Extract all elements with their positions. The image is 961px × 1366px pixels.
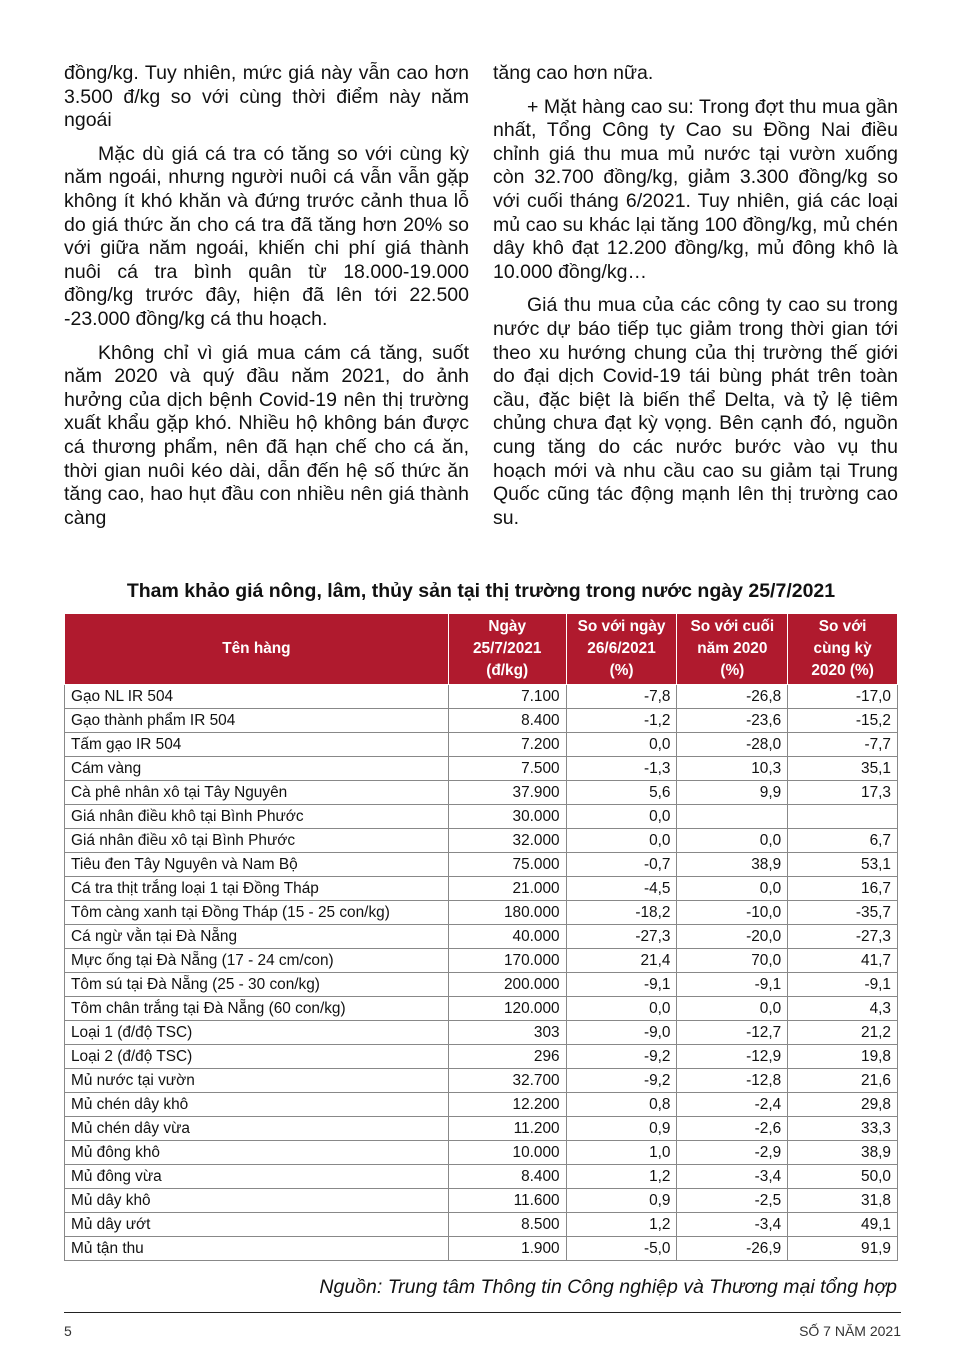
cell-value: 0,0: [566, 733, 677, 757]
cell-value: -7,8: [566, 685, 677, 709]
cell-value: 0,9: [566, 1189, 677, 1213]
cell-value: 21,4: [566, 949, 677, 973]
cell-value: -23,6: [677, 709, 788, 733]
cell-value: 0,9: [566, 1117, 677, 1141]
cell-value: -1,3: [566, 757, 677, 781]
header-line: (đ/kg): [486, 662, 529, 679]
table-row: [65, 973, 898, 997]
header-line: So với: [818, 618, 867, 635]
cell-product-name: Mủ dây ướt: [65, 1213, 449, 1237]
cell-value: 0,8: [566, 1093, 677, 1117]
cell-product-name: Cá ngừ vằn tại Đà Nẵng: [65, 925, 449, 949]
cell-value: 35,1: [788, 757, 898, 781]
table-row: [65, 829, 898, 853]
header-line: So với ngày: [577, 618, 666, 635]
cell-value: 70,0: [677, 949, 788, 973]
table-row: [65, 997, 898, 1021]
cell-value: -3,4: [677, 1165, 788, 1189]
cell-value: -9,1: [788, 973, 898, 997]
table-row: [65, 1093, 898, 1117]
cell-value: 170.000: [448, 949, 566, 973]
cell-value: -12,9: [677, 1045, 788, 1069]
price-table: [64, 613, 898, 1261]
cell-product-name: Cám vàng: [65, 757, 449, 781]
cell-value: 30.000: [448, 805, 566, 829]
table-row: [65, 733, 898, 757]
cell-value: -1,2: [566, 709, 677, 733]
header-line: Tên hàng: [222, 640, 291, 657]
table-source: Nguồn: Trung tâm Thông tin Công nghiệp và Thương mại tổng hợp: [319, 1276, 897, 1298]
cell-value: 37.900: [448, 781, 566, 805]
cell-value: 29,8: [788, 1093, 898, 1117]
table-body: [65, 685, 898, 1261]
header-line: cùng kỳ: [813, 640, 872, 657]
cell-value: 21,2: [788, 1021, 898, 1045]
cell-product-name: Gạo thành phẩm IR 504: [65, 709, 449, 733]
cell-value: -10,0: [677, 901, 788, 925]
cell-value: 17,3: [788, 781, 898, 805]
cell-value: -2,4: [677, 1093, 788, 1117]
cell-product-name: Mủ nước tại vườn: [65, 1069, 449, 1093]
cell-value: -27,3: [566, 925, 677, 949]
cell-value: 1,2: [566, 1165, 677, 1189]
table-row: [65, 805, 898, 829]
cell-product-name: Giá nhân điều khô tại Bình Phước: [65, 805, 449, 829]
paragraph: Không chỉ vì giá mua cám cá tăng, suốt năm 2020 và quý đầu năm 2021, do ảnh hưởng của dịch bệnh Covid-19 nên thị trường xuất khẩu gặp khó. Nhiều hộ không bán được cá thương phẩm, nên đã hạn chế cho cá ăn, thời gian nuôi kéo dài, dẫn đến hệ số thức ăn tăng cao, hao hụt đầu con nhiều nên giá thành càng: [64, 341, 469, 529]
cell-product-name: Mủ chén dây vừa: [65, 1117, 449, 1141]
table-row: [65, 925, 898, 949]
cell-value: 1,2: [566, 1213, 677, 1237]
cell-value: 120.000: [448, 997, 566, 1021]
cell-value: -9,1: [566, 973, 677, 997]
table-row: [65, 1069, 898, 1093]
cell-value: 303: [448, 1021, 566, 1045]
column-header-vs-year-end: [677, 614, 788, 685]
cell-value: -26,8: [677, 685, 788, 709]
cell-value: [677, 805, 788, 829]
column-header-vs-same-period: [788, 614, 898, 685]
table-row: [65, 853, 898, 877]
cell-value: 19,8: [788, 1045, 898, 1069]
cell-value: -3,4: [677, 1213, 788, 1237]
header-line: (%): [609, 662, 634, 679]
cell-value: 7.500: [448, 757, 566, 781]
table-row: [65, 757, 898, 781]
table-row: [65, 949, 898, 973]
cell-product-name: Mực ống tại Đà Nẵng (17 - 24 cm/con): [65, 949, 449, 973]
cell-value: 296: [448, 1045, 566, 1069]
cell-value: [788, 805, 898, 829]
cell-value: 200.000: [448, 973, 566, 997]
paragraph: tăng cao hơn nữa.: [493, 62, 654, 84]
cell-value: 32.000: [448, 829, 566, 853]
cell-value: 0,0: [677, 877, 788, 901]
table-header-row: [65, 614, 898, 685]
cell-value: -2,6: [677, 1117, 788, 1141]
cell-value: -12,7: [677, 1021, 788, 1045]
cell-value: 40.000: [448, 925, 566, 949]
table-row: [65, 901, 898, 925]
cell-value: -12,8: [677, 1069, 788, 1093]
header-line: So với cuối: [690, 618, 775, 635]
cell-product-name: Tấm gạo IR 504: [65, 733, 449, 757]
cell-value: -28,0: [677, 733, 788, 757]
cell-value: 38,9: [677, 853, 788, 877]
cell-value: 7.100: [448, 685, 566, 709]
cell-value: 8.400: [448, 709, 566, 733]
table-row: [65, 1189, 898, 1213]
cell-value: -26,9: [677, 1237, 788, 1261]
cell-value: 50,0: [788, 1165, 898, 1189]
cell-value: -27,3: [788, 925, 898, 949]
cell-value: 21.000: [448, 877, 566, 901]
cell-value: -17,0: [788, 685, 898, 709]
cell-value: -7,7: [788, 733, 898, 757]
paragraph: Mặc dù giá cá tra có tăng so với cùng kỳ năm ngoái, nhưng người nuôi cá vẫn vẫn gặp không ít khó khăn và đứng trước cảnh thua lỗ do giá thức ăn cho cá tra đã tăng hơn 20% so với giữa năm ngoái, khiến chi phí giá thành nuôi cá tra bình quân từ 18.000-19.000 đồng/kg trước đây, hiện đã lên tới 22.500 -23.000 đồng/kg cá thu hoạch.: [64, 142, 469, 330]
paragraph: Giá thu mua của các công ty cao su trong nước dự báo tiếp tục giảm trong thời gian tới theo xu hướng chung của thị trường thế giới do đại dịch Covid-19 tái bùng phát trên toàn cầu, đặc biệt là biến thể Delta, và tỷ lệ tiêm chủng chưa đạt kỳ vọng. Bên cạnh đó, nguồn cung tăng do các nước bước vào vụ thu hoạch mới và nhu cầu cao su giảm tại Trung Quốc cũng tác động mạnh lên thị trường cao su.: [493, 294, 898, 529]
header-line: 2020 (%): [811, 662, 874, 679]
cell-value: 1.900: [448, 1237, 566, 1261]
cell-value: 11.200: [448, 1117, 566, 1141]
cell-product-name: Tôm sú tại Đà Nẵng (25 - 30 con/kg): [65, 973, 449, 997]
cell-product-name: Mủ dây khô: [65, 1189, 449, 1213]
cell-product-name: Tôm càng xanh tại Đồng Tháp (15 - 25 con/kg): [65, 901, 449, 925]
cell-value: -18,2: [566, 901, 677, 925]
cell-product-name: Loại 2 (đ/độ TSC): [65, 1045, 449, 1069]
header-line: Ngày: [488, 618, 527, 635]
paragraph: đồng/kg. Tuy nhiên, mức giá này vẫn cao hơn 3.500 đ/kg so với cùng thời điểm này năm ngoái: [64, 62, 469, 132]
header-line: 25/7/2021: [472, 640, 542, 657]
cell-value: 180.000: [448, 901, 566, 925]
table-row: [65, 1141, 898, 1165]
cell-product-name: Giá nhân điều xô tại Bình Phước: [65, 829, 449, 853]
table-row: [65, 709, 898, 733]
table-row: [65, 1045, 898, 1069]
cell-value: -2,5: [677, 1189, 788, 1213]
left-column: [64, 62, 469, 540]
cell-product-name: Tôm chân trắng tại Đà Nẵng (60 con/kg): [65, 997, 449, 1021]
cell-value: 33,3: [788, 1117, 898, 1141]
table-row: [65, 685, 898, 709]
cell-value: 21,6: [788, 1069, 898, 1093]
header-line: năm 2020: [697, 640, 768, 657]
cell-value: 8.400: [448, 1165, 566, 1189]
cell-product-name: Cá tra thịt trắng loại 1 tại Đồng Tháp: [65, 877, 449, 901]
cell-value: 10.000: [448, 1141, 566, 1165]
cell-value: 32.700: [448, 1069, 566, 1093]
cell-value: 6,7: [788, 829, 898, 853]
table-row: [65, 781, 898, 805]
cell-product-name: Cà phê nhân xô tại Tây Nguyên: [65, 781, 449, 805]
right-column: [493, 62, 898, 540]
table-title: Tham khảo giá nông, lâm, thủy sản tại thị trường trong nước ngày 25/7/2021: [126, 580, 836, 602]
column-header-name: [65, 614, 449, 685]
cell-value: 53,1: [788, 853, 898, 877]
cell-value: 11.600: [448, 1189, 566, 1213]
header-line: (%): [720, 662, 745, 679]
cell-value: 1,0: [566, 1141, 677, 1165]
table-row: [65, 1117, 898, 1141]
cell-value: 0,0: [677, 997, 788, 1021]
cell-value: 0,0: [677, 829, 788, 853]
cell-product-name: Gạo NL IR 504: [65, 685, 449, 709]
cell-value: 91,9: [788, 1237, 898, 1261]
cell-value: 8.500: [448, 1213, 566, 1237]
cell-product-name: Mủ tận thu: [65, 1237, 449, 1261]
cell-value: -9,0: [566, 1021, 677, 1045]
cell-value: -2,9: [677, 1141, 788, 1165]
cell-product-name: Mủ đông khô: [65, 1141, 449, 1165]
table-row: [65, 877, 898, 901]
cell-value: -9,1: [677, 973, 788, 997]
page-number: 5: [64, 1323, 72, 1339]
footer-divider: [64, 1312, 901, 1313]
cell-value: 9,9: [677, 781, 788, 805]
cell-value: -15,2: [788, 709, 898, 733]
cell-value: 49,1: [788, 1213, 898, 1237]
cell-value: 0,0: [566, 805, 677, 829]
cell-value: 31,8: [788, 1189, 898, 1213]
column-header-vs-month: [566, 614, 677, 685]
cell-value: -20,0: [677, 925, 788, 949]
cell-value: -9,2: [566, 1045, 677, 1069]
table-row: [65, 1021, 898, 1045]
cell-product-name: Loại 1 (đ/độ TSC): [65, 1021, 449, 1045]
table-row: [65, 1213, 898, 1237]
cell-value: -0,7: [566, 853, 677, 877]
paragraph: + Mặt hàng cao su: Trong đợt thu mua gần nhất, Tổng Công ty Cao su Đồng Nai điều chỉnh giá thu mua mủ nước tại vườn xuống còn 32.700 đồng/kg, giảm 3.300 đồng/kg so với cuối tháng 6/2021. Tuy nhiên, giá các loại mủ cao su khác lại tăng 100 đồng/kg, mủ chén dây khô đạt 12.200 đồng/kg, mủ đông khô là 10.000 đồng/kg…: [493, 95, 898, 283]
cell-value: 12.200: [448, 1093, 566, 1117]
cell-value: 0,0: [566, 997, 677, 1021]
cell-product-name: Mủ đông vừa: [65, 1165, 449, 1189]
cell-value: 75.000: [448, 853, 566, 877]
column-header-price: [448, 614, 566, 685]
cell-value: 16,7: [788, 877, 898, 901]
table-row: [65, 1165, 898, 1189]
header-line: 26/6/2021: [587, 640, 656, 657]
cell-product-name: Tiêu đen Tây Nguyên và Nam Bộ: [65, 853, 449, 877]
issue-label: SỐ 7 NĂM 2021: [799, 1323, 901, 1339]
cell-value: -9,2: [566, 1069, 677, 1093]
cell-value: 7.200: [448, 733, 566, 757]
cell-value: -35,7: [788, 901, 898, 925]
cell-value: 38,9: [788, 1141, 898, 1165]
cell-value: -4,5: [566, 877, 677, 901]
article-body: [64, 62, 898, 540]
cell-value: -5,0: [566, 1237, 677, 1261]
table-row: [65, 1237, 898, 1261]
cell-product-name: Mủ chén dây khô: [65, 1093, 449, 1117]
cell-value: 10,3: [677, 757, 788, 781]
cell-value: 0,0: [566, 829, 677, 853]
cell-value: 41,7: [788, 949, 898, 973]
cell-value: 5,6: [566, 781, 677, 805]
cell-value: 4,3: [788, 997, 898, 1021]
